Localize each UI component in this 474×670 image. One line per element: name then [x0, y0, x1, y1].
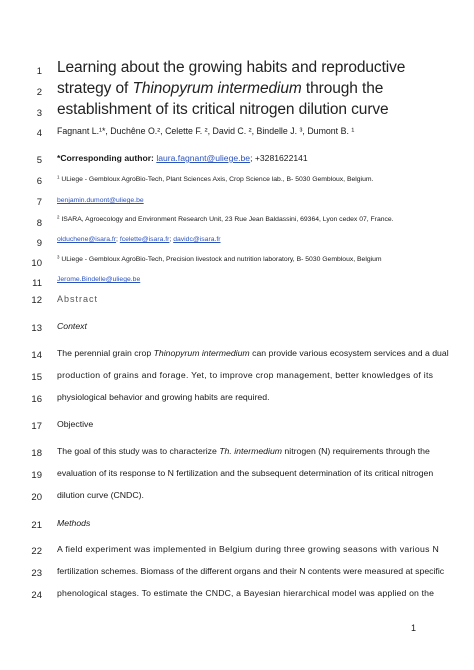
context-label: Context [57, 321, 87, 331]
line-number: 9 [36, 238, 42, 249]
line-number: 20 [31, 492, 42, 503]
title-species: Thinopyrum intermedium [132, 80, 302, 97]
species-name: Thinopyrum intermedium [153, 348, 250, 358]
methods-heading [57, 518, 419, 528]
context-line: physiological behavior and growing habits are required. [57, 392, 270, 402]
line-number: 15 [31, 372, 42, 383]
context-line: production of grains and forage. Yet, to improve crop management, better knowledges of its [57, 370, 434, 380]
line-number: 11 [32, 278, 42, 289]
line-number: 14 [31, 350, 42, 361]
title-line-1: Learning about the growing habits and reproductive [57, 59, 406, 76]
corresponding-label: *Corresponding author: [57, 153, 154, 163]
title-text: through the [301, 80, 384, 97]
line-number: 17 [31, 421, 42, 432]
body-text: The perennial grain crop [57, 348, 154, 358]
line-number: 7 [36, 197, 42, 208]
title-line-2 [57, 80, 419, 98]
abstract-heading: Abstract [57, 294, 99, 304]
line-number: 16 [31, 394, 42, 405]
affiliation-3 [57, 256, 419, 263]
affiliation-email-row [57, 276, 419, 283]
affiliation-marker: 3 [57, 254, 60, 260]
corresponding-email-link[interactable]: laura.fagnant@uliege.be [156, 153, 251, 163]
methods-line: phenological stages. To estimate the CNDC, a Bayesian hierarchical model was applied on the [57, 588, 435, 598]
line-number: 19 [31, 470, 42, 481]
affiliation-marker: 1 [57, 174, 60, 180]
affiliation-2 [57, 216, 419, 223]
line-number: 10 [31, 258, 42, 269]
line-number: 13 [31, 323, 42, 334]
context-line [57, 348, 449, 358]
context-heading [57, 321, 419, 331]
email-link[interactable]: davidc@isara.fr [173, 236, 221, 243]
affiliation-text: ULiege - Gembloux AgroBio-Tech, Plant Sciences Axis, Crop Science lab., B- 5030 Gembloux, Belgium. [59, 176, 374, 183]
affiliation-email-row: olduchene@isara.fr; fcelette@isara.fr; davidc@isara.fr [57, 236, 221, 243]
methods-line: fertilization schemes. Biomass of the different organs and their N contents were measured at specific [57, 566, 445, 576]
line-number: 5 [36, 155, 42, 166]
line-number: 8 [36, 218, 42, 229]
email-link[interactable]: benjamin.dumont@uliege.be [57, 197, 144, 204]
objective-line: dilution curve (CNDC). [57, 490, 144, 500]
title-line-3: establishment of its critical nitrogen dilution curve [57, 101, 389, 118]
line-number: 22 [31, 546, 42, 557]
corresponding-phone: ; +3281622141 [250, 153, 308, 163]
affiliation-email-row [57, 197, 419, 204]
line-number: 1 [36, 66, 42, 77]
affiliation-marker: 2 [57, 214, 60, 220]
line-number: 2 [36, 87, 42, 98]
methods-line: A field experiment was implemented in Belgium during three growing seasons with various N [57, 544, 440, 554]
body-text: can provide various ecosystem services and a dual [249, 348, 449, 358]
affiliation-1 [57, 176, 419, 183]
corresponding-author [57, 153, 419, 163]
objective-line [57, 446, 430, 456]
page-number: 1 [410, 623, 416, 633]
line-number: 12 [31, 295, 42, 306]
line-number: 4 [36, 128, 42, 139]
objective-line: evaluation of its response to N fertilization and the subsequent determination of its critical nitrogen [57, 468, 434, 478]
line-number: 3 [36, 108, 42, 119]
methods-label: Methods [57, 518, 91, 528]
email-link[interactable]: Jerome.Bindelle@uliege.be [57, 276, 141, 283]
body-text: The goal of this study was to characterize [57, 446, 220, 456]
author-list: Fagnant L.¹*, Duchêne O.², Celette F. ², David C. ², Bindelle J. ³, Dumont B. ¹ [57, 126, 355, 136]
species-name: Th. intermedium [219, 446, 283, 456]
line-number: 24 [31, 590, 42, 601]
objective-heading: Objective [57, 419, 94, 429]
email-link[interactable]: olduchene@isara.fr [57, 236, 117, 243]
line-number: 6 [36, 176, 42, 187]
affiliation-text: ISARA, Agroecology and Environment Research Unit, 23 Rue Jean Baldassini, 69364, Lyon cedex 07, France. [59, 216, 394, 223]
line-number: 21 [31, 520, 42, 531]
body-text: nitrogen (N) requirements through the [282, 446, 430, 456]
email-link[interactable]: fcelette@isara.fr [119, 236, 170, 243]
affiliation-text: ULiege - Gembloux AgroBio-Tech, Precision livestock and nutrition laboratory, B- 5030 Gembloux, Belgium [59, 256, 382, 263]
line-number: 18 [31, 448, 42, 459]
title-text: strategy of [57, 80, 133, 97]
line-number: 23 [31, 568, 42, 579]
